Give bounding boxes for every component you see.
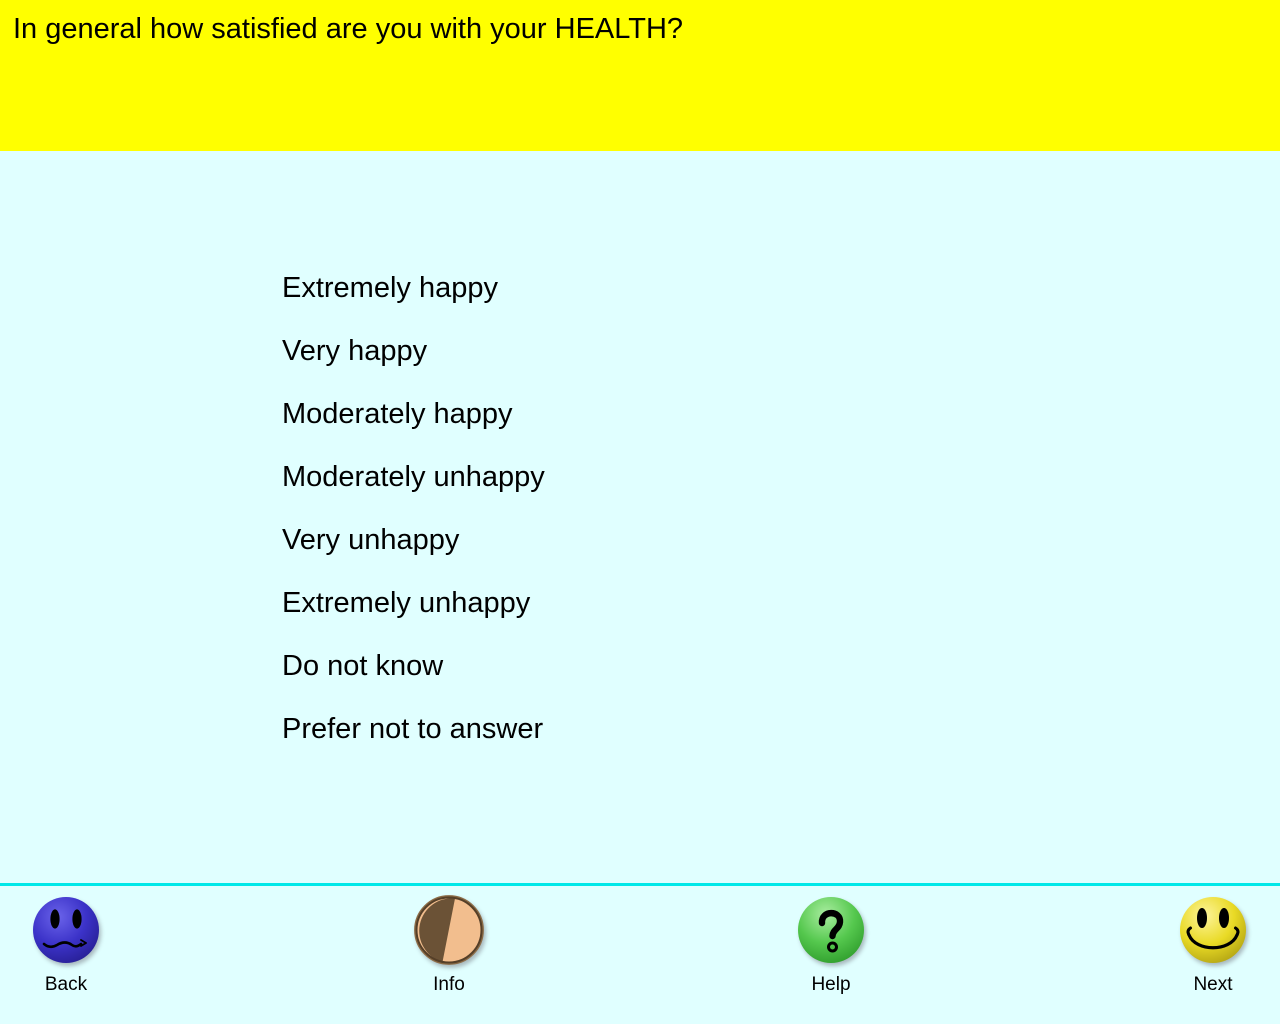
help-question-mark-icon (795, 894, 867, 966)
info-button-label: Info (433, 974, 465, 995)
next-button-label: Next (1193, 974, 1233, 995)
answer-option-3[interactable]: Moderately happy (282, 398, 513, 430)
answer-option-2[interactable]: Very happy (282, 335, 428, 367)
back-sad-face-icon (30, 894, 102, 966)
answer-option-7[interactable]: Do not know (282, 650, 444, 682)
answer-option-4[interactable]: Moderately unhappy (282, 461, 545, 493)
toolbar-divider (0, 883, 1280, 886)
question-banner (0, 0, 1280, 151)
info-button[interactable] (387, 894, 511, 996)
help-button-label: Help (811, 974, 851, 995)
answer-option-6[interactable]: Extremely unhappy (282, 587, 531, 619)
info-half-circle-icon (413, 894, 485, 966)
answer-options-list (282, 257, 545, 761)
answer-option-8[interactable]: Prefer not to answer (282, 713, 544, 745)
answer-option-5[interactable]: Very unhappy (282, 524, 460, 556)
back-button-label: Back (44, 974, 88, 995)
help-button[interactable] (769, 894, 893, 996)
back-button[interactable] (4, 894, 128, 996)
question-text: In general how satisfied are you with your HEALTH? (13, 13, 684, 45)
next-button[interactable] (1151, 894, 1275, 996)
next-smiley-face-icon (1177, 894, 1249, 966)
answer-option-1[interactable]: Extremely happy (282, 272, 498, 304)
